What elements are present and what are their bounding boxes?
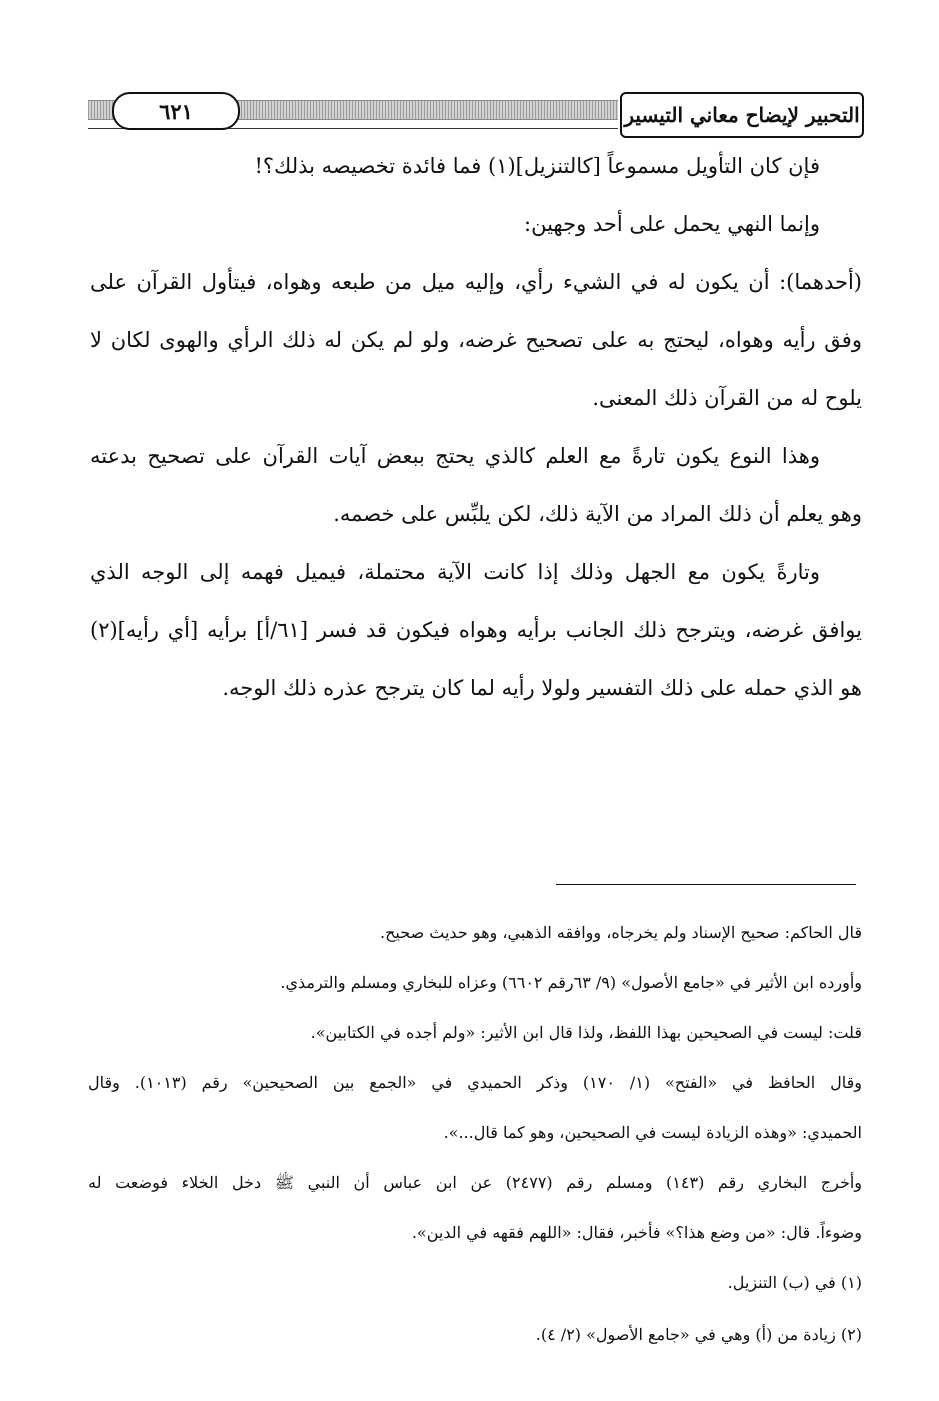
main-text	[90, 143, 862, 723]
page-number: ٦٢١	[112, 92, 240, 130]
footnote-line: وأورده ابن الأثير في «جامع الأصول» (٩/ ٦٣رقم ٦٦٠٢) وعزاه للبخاري ومسلم والترمذي.	[280, 973, 862, 992]
body-line: وهذا النوع يكون تارةً مع العلم كالذي يحتج ببعض آيات القرآن على تصحيح بدعته	[90, 444, 820, 468]
body-line: وهو يعلم أن ذلك المراد من الآية ذلك، لكن يلبِّس على خصمه.	[333, 502, 862, 526]
body-line: وإنما النهي يحمل على أحد وجهين:	[524, 212, 820, 236]
body-line: وفق رأيه وهواه، ليحتج به على تصحيح غرضه، ولو لم يكن له ذلك الرأي والهوى لكان لا	[90, 328, 862, 352]
footnote-ref-1: (١) في (ب) التنزيل.	[727, 1273, 862, 1292]
footnote-line: وضوءاً. قال: «من وضع هذا؟» فأخبر، فقال: «اللهم فقهه في الدين».	[411, 1223, 862, 1242]
body-line: هو الذي حمله على ذلك التفسير ولولا رأيه لما كان يترجح عذره ذلك الوجه.	[222, 676, 862, 700]
body-line: (أحدهما): أن يكون له في الشيء رأي، وإليه ميل من طبعه وهواه، فيتأول القرآن على	[90, 270, 862, 294]
body-line: وتارةً يكون مع الجهل وذلك إذا كانت الآية محتملة، فيميل فهمه إلى الوجه الذي	[90, 560, 820, 584]
footnote-separator	[556, 884, 856, 885]
footnotes	[88, 912, 862, 1364]
footnote-line: قال الحاكم: صحيح الإسناد ولم يخرجاه، ووافقه الذهبي، وهو حديث صحيح.	[380, 923, 862, 942]
footnote-line: الحميدي: «وهذه الزيادة ليست في الصحيحين، وهو كما قال...».	[443, 1123, 862, 1142]
footnote-ref-2: (٢) زيادة من (أ) وهي في «جامع الأصول» (٢/ ٤).	[535, 1325, 862, 1344]
body-line: يلوح له من القرآن ذلك المعنى.	[592, 386, 862, 410]
book-title: التحبير لإيضاح معاني التيسير	[620, 92, 864, 138]
page-header	[88, 92, 864, 138]
footnote-line: وأخرج البخاري رقم (١٤٣) ومسلم رقم (٢٤٧٧) عن ابن عباس أن النبي ﷺ دخل الخلاء فوضعت له	[88, 1173, 862, 1192]
footnote-line: قلت: ليست في الصحيحين بهذا اللفظ، ولذا قال ابن الأثير: «ولم أجده في الكتابين».	[310, 1023, 862, 1042]
body-line: يوافق غرضه، ويترجح ذلك الجانب برأيه وهواه فيكون قد فسر [٦١/أ] برأيه [أي رأيه](٢)	[90, 618, 862, 642]
body-line: فإن كان التأويل مسموعاً [كالتنزيل](١) فما فائدة تخصيصه بذلك؟!	[254, 154, 820, 178]
footnote-line: وقال الحافظ في «الفتح» (١/ ١٧٠) وذكر الحميدي في «الجمع بين الصحيحين» رقم (١٠١٣). وقال	[88, 1073, 862, 1092]
